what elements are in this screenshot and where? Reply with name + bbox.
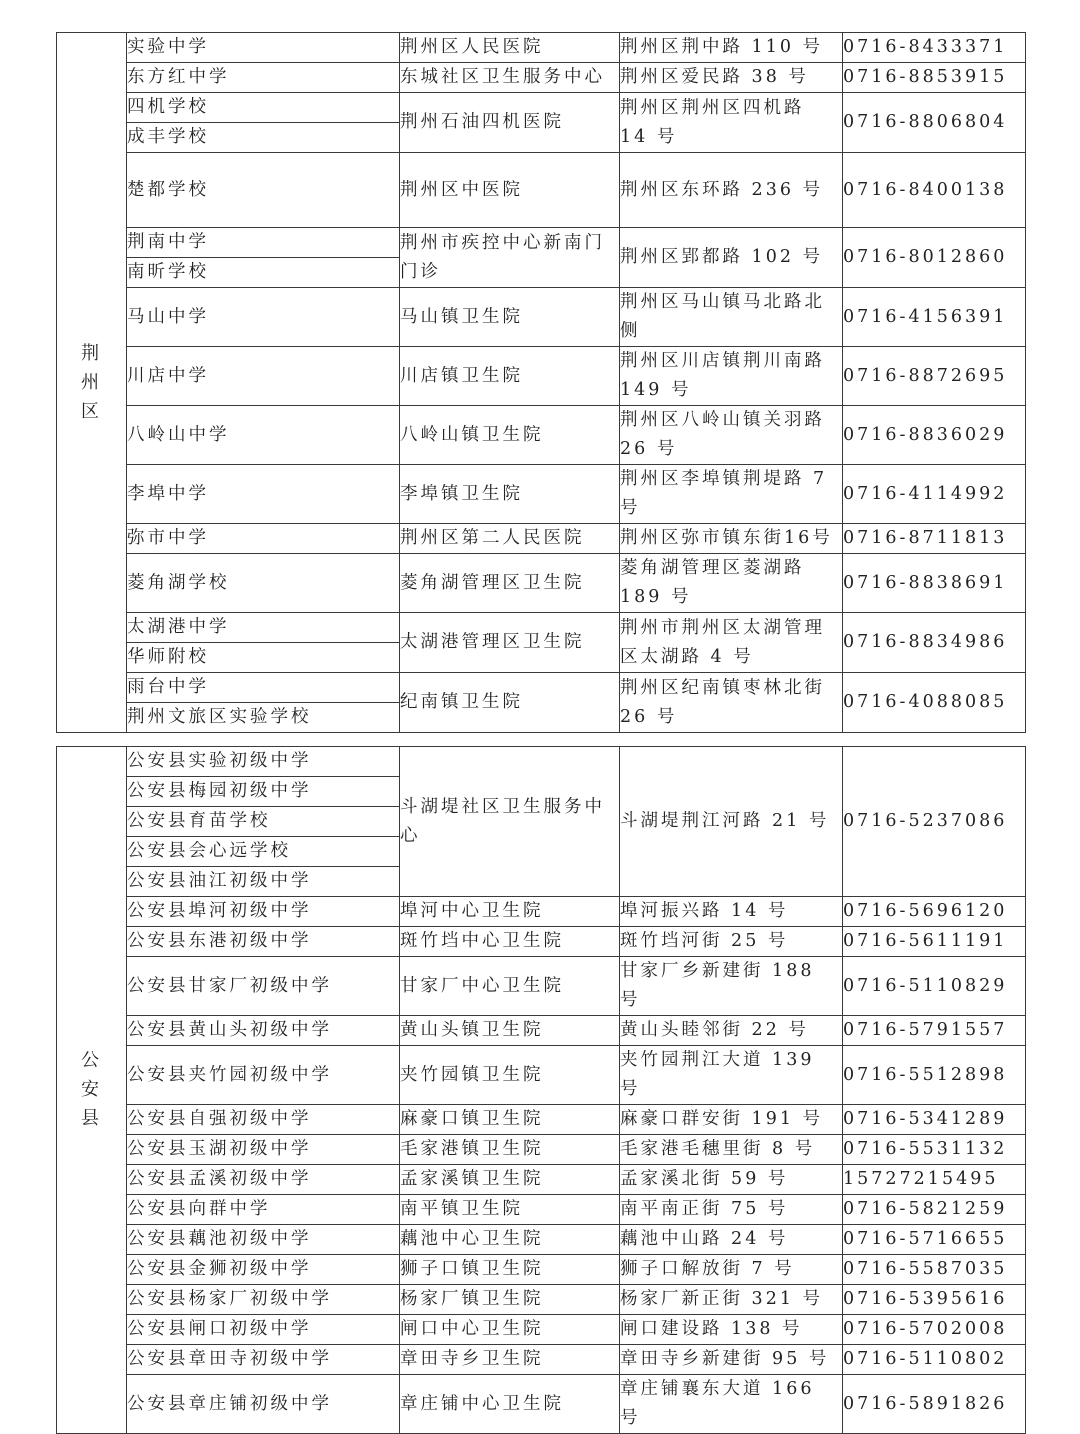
address-text: 荆州区八岭山镇关羽路 26 号	[620, 410, 825, 459]
school-cell: 菱角湖学校	[127, 554, 400, 613]
school-cell: 公安县夹竹园初级中学	[127, 1046, 400, 1105]
hospital-cell	[400, 747, 620, 897]
table-row	[57, 347, 1026, 406]
address-cell: 藕池中山路 24 号	[620, 1225, 843, 1255]
address-cell: 斑竹垱河街 25 号	[620, 927, 843, 957]
address-text: 荆州市荆州区太湖管理区太湖路 4 号	[620, 617, 825, 667]
school-cell: 荆州文旅区实验学校	[127, 703, 400, 733]
table-row	[57, 465, 1026, 524]
hospital-cell: 章田寺乡卫生院	[400, 1345, 620, 1375]
phone-cell: 0716-5110829	[843, 957, 1026, 1016]
phone-cell: 0716-4088085	[843, 673, 1026, 733]
address-cell: 孟家溪北街 59 号	[620, 1165, 843, 1195]
address-cell: 夹竹园荆江大道 139 号	[620, 1046, 843, 1105]
school-cell: 公安县金狮初级中学	[127, 1255, 400, 1285]
table-row	[57, 93, 1026, 123]
hospital-cell: 斑竹垱中心卫生院	[400, 927, 620, 957]
address-cell: 荆州区爱民路 38 号	[620, 63, 843, 93]
phone-cell: 0716-8711813	[843, 524, 1026, 554]
address-cell: 南平南正街 75 号	[620, 1195, 843, 1225]
school-cell: 华师附校	[127, 643, 400, 673]
hospital-cell: 太湖港管理区卫生院	[400, 613, 620, 673]
district-label: 荆 州 区	[81, 342, 102, 422]
phone-cell: 0716-5341289	[843, 1105, 1026, 1135]
table-row	[57, 1375, 1026, 1434]
hospital-text: 荆州市疾控中心新南门门诊	[400, 232, 605, 282]
hospital-cell: 菱角湖管理区卫生院	[400, 554, 620, 613]
school-cell: 公安县育苗学校	[127, 807, 400, 837]
address-cell: 黄山头睦邻街 22 号	[620, 1016, 843, 1046]
school-cell: 荆南中学	[127, 228, 400, 258]
address-cell: 甘家厂乡新建街 188 号	[620, 957, 843, 1016]
address-cell: 杨家厂新正街 321 号	[620, 1285, 843, 1315]
address-cell: 狮子口解放街 7 号	[620, 1255, 843, 1285]
school-cell: 公安县梅园初级中学	[127, 777, 400, 807]
jingzhou-district-table	[56, 32, 1026, 733]
phone-cell: 0716-5395616	[843, 1285, 1026, 1315]
hospital-cell: 闸口中心卫生院	[400, 1315, 620, 1345]
phone-cell: 0716-5531132	[843, 1135, 1026, 1165]
table-row	[57, 673, 1026, 703]
school-cell: 川店中学	[127, 347, 400, 406]
hospital-cell: 孟家溪镇卫生院	[400, 1165, 620, 1195]
school-cell: 八岭山中学	[127, 406, 400, 465]
school-cell: 公安县闸口初级中学	[127, 1315, 400, 1345]
hospital-cell: 南平镇卫生院	[400, 1195, 620, 1225]
school-cell: 雨台中学	[127, 673, 400, 703]
school-cell: 马山中学	[127, 288, 400, 347]
address-cell: 章庄铺襄东大道 166 号	[620, 1375, 843, 1434]
table-row	[57, 554, 1026, 613]
table-row	[57, 1135, 1026, 1165]
address-cell: 荆州区荆中路 110 号	[620, 33, 843, 63]
address-cell	[620, 347, 843, 406]
phone-cell: 0716-8012860	[843, 228, 1026, 288]
hospital-cell: 毛家港镇卫生院	[400, 1135, 620, 1165]
hospital-cell	[400, 228, 620, 288]
district-cell	[57, 33, 127, 733]
school-cell: 李埠中学	[127, 465, 400, 524]
table-row	[57, 406, 1026, 465]
phone-cell: 0716-5821259	[843, 1195, 1026, 1225]
address-text: 荆州区李埠镇荆堤路 7 号	[620, 469, 828, 518]
table-row	[57, 1315, 1026, 1345]
school-cell: 实验中学	[127, 33, 400, 63]
hospital-cell: 甘家厂中心卫生院	[400, 957, 620, 1016]
hospital-cell: 狮子口镇卫生院	[400, 1255, 620, 1285]
address-cell: 埠河振兴路 14 号	[620, 897, 843, 927]
table-row	[57, 288, 1026, 347]
address-cell: 章田寺乡新建街 95 号	[620, 1345, 843, 1375]
phone-cell: 0716-8400138	[843, 153, 1026, 228]
table-row	[57, 1195, 1026, 1225]
address-cell	[620, 93, 843, 153]
table-row	[57, 1105, 1026, 1135]
school-cell: 公安县埠河初级中学	[127, 897, 400, 927]
phone-cell: 0716-5587035	[843, 1255, 1026, 1285]
hospital-text: 斗湖堤社区卫生服务中心	[400, 796, 605, 846]
table-row	[57, 63, 1026, 93]
phone-cell: 0716-5791557	[843, 1016, 1026, 1046]
address-text: 菱角湖管理区菱湖路 189 号	[620, 558, 805, 607]
address-cell: 毛家港毛穗里街 8 号	[620, 1135, 843, 1165]
table-row	[57, 747, 1026, 777]
address-cell: 荆州区东环路 236 号	[620, 153, 843, 228]
school-cell: 公安县黄山头初级中学	[127, 1016, 400, 1046]
school-cell: 公安县藕池初级中学	[127, 1225, 400, 1255]
hospital-cell: 藕池中心卫生院	[400, 1225, 620, 1255]
hospital-cell: 荆州区第二人民医院	[400, 524, 620, 554]
table-row	[57, 897, 1026, 927]
address-cell: 麻豪口群安街 191 号	[620, 1105, 843, 1135]
table-row	[57, 1016, 1026, 1046]
school-cell: 弥市中学	[127, 524, 400, 554]
school-cell: 公安县油江初级中学	[127, 867, 400, 897]
district-label: 公 安 县	[81, 1050, 102, 1129]
phone-cell: 0716-4156391	[843, 288, 1026, 347]
school-cell: 公安县章庄铺初级中学	[127, 1375, 400, 1434]
phone-cell: 15727215495	[843, 1165, 1026, 1195]
phone-cell: 0716-8806804	[843, 93, 1026, 153]
school-cell: 公安县东港初级中学	[127, 927, 400, 957]
hospital-cell: 荆州区中医院	[400, 153, 620, 228]
table-row	[57, 1285, 1026, 1315]
school-cell: 公安县章田寺初级中学	[127, 1345, 400, 1375]
address-cell: 闸口建设路 138 号	[620, 1315, 843, 1345]
phone-cell: 0716-8872695	[843, 347, 1026, 406]
table-row	[57, 957, 1026, 1016]
address-cell	[620, 406, 843, 465]
school-cell: 公安县实验初级中学	[127, 747, 400, 777]
school-cell: 公安县自强初级中学	[127, 1105, 400, 1135]
table-row	[57, 1255, 1026, 1285]
address-cell	[620, 673, 843, 733]
table-row	[57, 1225, 1026, 1255]
hospital-cell: 荆州石油四机医院	[400, 93, 620, 153]
school-cell: 东方红中学	[127, 63, 400, 93]
table-row	[57, 1345, 1026, 1375]
district-cell	[57, 747, 127, 1434]
school-cell: 公安县孟溪初级中学	[127, 1165, 400, 1195]
school-cell: 公安县甘家厂初级中学	[127, 957, 400, 1016]
school-cell: 南昕学校	[127, 258, 400, 288]
phone-cell: 0716-8853915	[843, 63, 1026, 93]
phone-cell: 0716-4114992	[843, 465, 1026, 524]
school-cell: 四机学校	[127, 93, 400, 123]
phone-cell: 0716-5611191	[843, 927, 1026, 957]
phone-cell: 0716-5716655	[843, 1225, 1026, 1255]
school-cell: 公安县杨家厂初级中学	[127, 1285, 400, 1315]
phone-cell: 0716-8834986	[843, 613, 1026, 673]
table-row	[57, 1046, 1026, 1105]
hospital-cell: 川店镇卫生院	[400, 347, 620, 406]
school-cell: 太湖港中学	[127, 613, 400, 643]
phone-cell: 0716-8838691	[843, 554, 1026, 613]
hospital-cell: 杨家厂镇卫生院	[400, 1285, 620, 1315]
phone-cell: 0716-5110802	[843, 1345, 1026, 1375]
table-row	[57, 613, 1026, 643]
address-cell	[620, 554, 843, 613]
address-cell: 斗湖堤荆江河路 21 号	[620, 747, 843, 897]
address-text: 荆州区川店镇荆川南路 149 号	[620, 351, 825, 400]
address-cell	[620, 288, 843, 347]
table-row	[57, 153, 1026, 228]
phone-cell: 0716-5237086	[843, 747, 1026, 897]
address-text: 荆州区马山镇马北路北侧	[620, 292, 825, 341]
gongan-county-table	[56, 746, 1026, 1434]
phone-cell: 0716-5696120	[843, 897, 1026, 927]
phone-cell: 0716-5512898	[843, 1046, 1026, 1105]
hospital-cell: 埠河中心卫生院	[400, 897, 620, 927]
address-text: 荆州区纪南镇枣林北街 26 号	[620, 677, 825, 727]
school-cell: 公安县玉湖初级中学	[127, 1135, 400, 1165]
address-cell: 荆州区郢都路 102 号	[620, 228, 843, 288]
hospital-cell: 马山镇卫生院	[400, 288, 620, 347]
phone-cell: 0716-5702008	[843, 1315, 1026, 1345]
hospital-cell: 黄山头镇卫生院	[400, 1016, 620, 1046]
hospital-cell: 八岭山镇卫生院	[400, 406, 620, 465]
school-cell: 公安县向群中学	[127, 1195, 400, 1225]
table-row	[57, 33, 1026, 63]
phone-cell: 0716-8433371	[843, 33, 1026, 63]
hospital-cell: 荆州区人民医院	[400, 33, 620, 63]
address-cell	[620, 465, 843, 524]
school-cell: 楚都学校	[127, 153, 400, 228]
address-cell: 荆州区弥市镇东街16号	[620, 524, 843, 554]
table-row	[57, 1165, 1026, 1195]
phone-cell: 0716-8836029	[843, 406, 1026, 465]
address-text: 荆州区荆州区四机路 14 号	[620, 97, 805, 147]
hospital-cell: 章庄铺中心卫生院	[400, 1375, 620, 1434]
hospital-cell: 麻豪口镇卫生院	[400, 1105, 620, 1135]
address-cell	[620, 613, 843, 673]
hospital-cell: 夹竹园镇卫生院	[400, 1046, 620, 1105]
table-row	[57, 228, 1026, 258]
school-cell: 公安县会心远学校	[127, 837, 400, 867]
phone-cell: 0716-5891826	[843, 1375, 1026, 1434]
table-row	[57, 927, 1026, 957]
hospital-cell: 纪南镇卫生院	[400, 673, 620, 733]
school-cell: 成丰学校	[127, 123, 400, 153]
table-row	[57, 524, 1026, 554]
hospital-cell: 东城社区卫生服务中心	[400, 63, 620, 93]
hospital-cell: 李埠镇卫生院	[400, 465, 620, 524]
